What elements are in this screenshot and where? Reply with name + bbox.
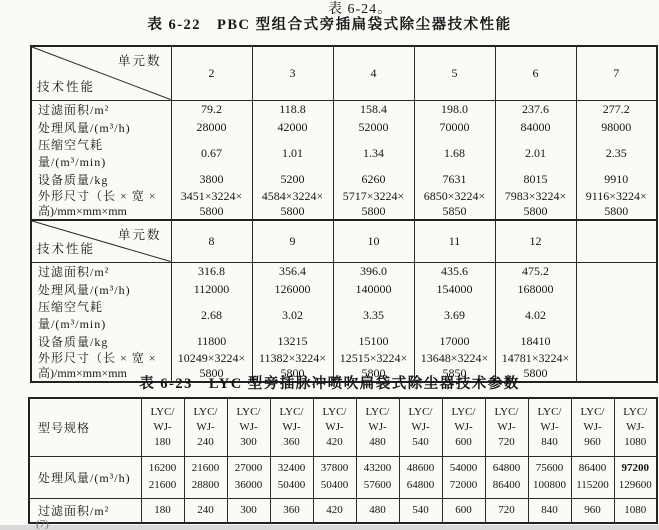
model-line2: WJ-: [497, 420, 516, 433]
row-label: 处理风量/(m³/h): [29, 456, 141, 498]
value-cell: 84000: [495, 118, 576, 136]
airflow-max: 100800: [533, 479, 566, 491]
model-number: 480: [369, 435, 386, 448]
value-cell: [576, 280, 657, 298]
model-number: 720: [498, 435, 515, 448]
value-cell: 316.8: [171, 262, 252, 280]
filter-area-cell: 960: [571, 498, 614, 523]
dims-label-line1: 外形尺寸（长 × 宽 ×: [38, 350, 157, 365]
value-cell: [576, 298, 657, 332]
value-cell: 79.2: [171, 100, 252, 118]
dims-line1: 11382×3224×: [258, 350, 327, 365]
model-number: 420: [326, 435, 343, 448]
model-number: 180: [154, 435, 171, 448]
filter-area-cell: 180: [141, 498, 184, 523]
top-partial-text: [328, 0, 393, 17]
unit-count-header: 8: [171, 220, 252, 262]
value-cell: 11800: [171, 332, 252, 350]
row-label: 过滤面积/m²: [29, 498, 141, 523]
unit-count-header: 2: [171, 46, 252, 100]
airflow-max: 72000: [449, 479, 478, 491]
model-line2: WJ-: [454, 420, 473, 433]
airflow-cell: [399, 456, 442, 498]
value-cell: 13215: [252, 332, 333, 350]
model-line1: LYC/: [365, 405, 390, 418]
value-cell: 168000: [495, 280, 576, 298]
value-cell: 9910: [576, 170, 657, 188]
value-cell: 3.35: [333, 298, 414, 332]
table-row: [31, 118, 657, 136]
model-number: 960: [584, 435, 601, 448]
corner-label-units: 单元数: [117, 228, 162, 242]
row-label: 压缩空气耗量/(m³/min): [31, 298, 171, 332]
table-row: [31, 46, 657, 100]
value-cell: 98000: [576, 118, 657, 136]
unit-count-header: 4: [333, 46, 414, 100]
table1-corner-cell-2: [31, 220, 171, 262]
unit-count-header: 6: [495, 46, 576, 100]
filter-area-cell: 1080: [614, 498, 657, 523]
model-number: 840: [541, 435, 558, 448]
filter-area-cell: 840: [528, 498, 571, 523]
airflow-cell: [184, 456, 227, 498]
corner-label-performance: 技术性能: [37, 241, 96, 256]
dims-line2: 5800: [280, 203, 305, 218]
value-cell: [576, 262, 657, 280]
value-cell: 3.02: [252, 298, 333, 332]
unit-count-header: 5: [414, 46, 495, 100]
model-line2: WJ-: [282, 420, 301, 433]
unit-count-header: 11: [414, 220, 495, 262]
model-number: 300: [240, 435, 257, 448]
airflow-max: 115200: [576, 479, 609, 491]
value-cell: 237.6: [495, 100, 576, 118]
value-cell: 475.2: [495, 262, 576, 280]
dims-cell: [333, 188, 414, 220]
airflow-max: 64800: [406, 479, 435, 491]
airflow-min: 97200: [621, 462, 649, 474]
airflow-min: 21600: [191, 462, 220, 474]
filter-area-cell: 480: [356, 498, 399, 523]
value-cell: 118.8: [252, 100, 333, 118]
model-number: 1080: [624, 435, 647, 448]
model-header-cell: [571, 398, 614, 456]
filter-area-cell: 240: [184, 498, 227, 523]
model-line1: LYC/: [279, 405, 304, 418]
value-cell: [576, 332, 657, 350]
dims-line1: 10249×3224×: [177, 350, 246, 365]
dims-line2: 5800: [199, 365, 224, 380]
table-row: [31, 220, 657, 262]
table-row: [31, 332, 657, 350]
dims-line2: 5800: [199, 203, 224, 218]
value-cell: 15100: [333, 332, 414, 350]
value-cell: 8015: [495, 170, 576, 188]
table2-title: 表 6-23 LYC 型旁插脉冲喷吹扁袋式除尘器技术参数: [139, 376, 520, 392]
airflow-cell: [356, 456, 399, 498]
value-cell: 3800: [171, 170, 252, 188]
dims-line1: 4584×3224×: [261, 188, 324, 203]
dims-line1: 9116×3224×: [585, 188, 647, 203]
table-row: [29, 398, 657, 456]
model-spec-label: 型号规格: [29, 398, 141, 456]
table-row: [29, 498, 657, 523]
table-row: [31, 280, 657, 298]
unit-count-header: 12: [495, 220, 576, 262]
value-cell: 198.0: [414, 100, 495, 118]
dims-line1: 5717×3224×: [342, 188, 405, 203]
row-label: 过滤面积/m²: [31, 100, 171, 118]
model-line2: WJ-: [325, 420, 344, 433]
table-row: [31, 136, 657, 170]
filter-area-cell: 360: [270, 498, 313, 523]
row-label: 设备质量/kg: [31, 332, 171, 350]
value-cell: 126000: [252, 280, 333, 298]
value-cell: 28000: [171, 118, 252, 136]
model-line1: LYC/: [580, 405, 605, 418]
model-header-cell: [356, 398, 399, 456]
value-cell: 1.68: [414, 136, 495, 170]
table-row: [31, 100, 657, 118]
filter-area-cell: 300: [227, 498, 270, 523]
model-number: 600: [455, 435, 472, 448]
dims-label-line1: 外形尺寸（长 × 宽 ×: [38, 188, 157, 203]
row-label: 处理风量/(m³/h): [31, 280, 171, 298]
table1-title: 表 6-22 PBC 型组合式旁插扁袋式除尘器技术性能: [147, 17, 512, 33]
model-line1: LYC/: [236, 405, 261, 418]
airflow-cell: [528, 456, 571, 498]
model-header-cell: [184, 398, 227, 456]
airflow-cell: [571, 456, 614, 498]
top-partial-text-label: 表 6-24。: [328, 2, 393, 17]
dims-line1: 6850×3224×: [423, 188, 486, 203]
airflow-min: 86400: [578, 462, 607, 474]
dims-line1: 7983×3224×: [504, 188, 567, 203]
model-line2: WJ-: [626, 420, 645, 433]
unit-count-header: 9: [252, 220, 333, 262]
model-header-cell: [399, 398, 442, 456]
airflow-max: 129600: [618, 479, 652, 491]
model-line2: WJ-: [196, 420, 215, 433]
airflow-cell: [227, 456, 270, 498]
model-line2: WJ-: [540, 420, 559, 433]
model-line1: LYC/: [537, 405, 562, 418]
row-label: 处理风量/(m³/h): [31, 118, 171, 136]
airflow-min: 27000: [234, 462, 263, 474]
airflow-cell: [485, 456, 528, 498]
airflow-cell: [270, 456, 313, 498]
airflow-max: 50400: [320, 479, 349, 491]
airflow-cell: [313, 456, 356, 498]
dims-line2: 5800: [523, 365, 548, 380]
value-cell: 52000: [333, 118, 414, 136]
value-cell: 277.2: [576, 100, 657, 118]
value-cell: 356.4: [252, 262, 333, 280]
value-cell: 3.69: [414, 298, 495, 332]
airflow-max: 50400: [277, 479, 306, 491]
value-cell: 1.01: [252, 136, 333, 170]
table1-corner-cell-1: [31, 46, 171, 100]
filter-area-cell: 720: [485, 498, 528, 523]
value-cell: 5200: [252, 170, 333, 188]
table2-lyc-params: [28, 397, 658, 524]
value-cell: 154000: [414, 280, 495, 298]
model-header-cell: [141, 398, 184, 456]
row-label: 压缩空气耗量/(m³/min): [31, 136, 171, 170]
model-line2: WJ-: [411, 420, 430, 433]
airflow-min: 54000: [449, 462, 478, 474]
value-cell: 158.4: [333, 100, 414, 118]
model-header-cell: [442, 398, 485, 456]
table-row: [31, 262, 657, 280]
model-line2: WJ-: [153, 420, 172, 433]
row-label: 过滤面积/m²: [31, 262, 171, 280]
dims-line2: 5800: [361, 203, 386, 218]
table-row: [31, 188, 657, 220]
airflow-cell: [141, 456, 184, 498]
airflow-max: 21600: [148, 479, 177, 491]
unit-count-header: [576, 220, 657, 262]
table-row: [31, 170, 657, 188]
dims-line1: 12515×3224×: [339, 350, 408, 365]
airflow-cell: [614, 456, 657, 498]
airflow-max: 86400: [492, 479, 521, 491]
model-line1: LYC/: [150, 405, 175, 418]
model-line1: LYC/: [494, 405, 519, 418]
model-line1: LYC/: [451, 405, 476, 418]
corner-label-performance: 技术性能: [37, 79, 96, 94]
value-cell: 140000: [333, 280, 414, 298]
value-cell: 435.6: [414, 262, 495, 280]
airflow-max: 28800: [191, 479, 220, 491]
dims-label-line2: 高)/mm×mm×mm: [38, 365, 127, 380]
value-cell: 396.0: [333, 262, 414, 280]
bottom-partial-text: (7): [36, 518, 49, 530]
value-cell: 1.34: [333, 136, 414, 170]
airflow-min: 48600: [406, 462, 435, 474]
dims-cell: [414, 188, 495, 220]
filter-area-cell: 420: [313, 498, 356, 523]
model-header-cell: [528, 398, 571, 456]
value-cell: 2.01: [495, 136, 576, 170]
dims-line2: 5800: [604, 203, 629, 218]
model-number: 240: [197, 435, 214, 448]
dims-line2: 5800: [523, 203, 548, 218]
model-number: 360: [283, 435, 300, 448]
table-row: [29, 456, 657, 498]
dims-line2: 5800: [280, 365, 305, 380]
dims-cell: [171, 188, 252, 220]
airflow-max: 57600: [363, 479, 392, 491]
model-line2: WJ-: [368, 420, 387, 433]
dims-line2: 5800: [361, 365, 386, 380]
model-number: 540: [412, 435, 429, 448]
model-line1: LYC/: [322, 405, 347, 418]
dims-cell: [495, 188, 576, 220]
dims-cell: [576, 188, 657, 220]
airflow-min: 75600: [535, 462, 564, 474]
row-label: [31, 188, 171, 220]
value-cell: 7631: [414, 170, 495, 188]
value-cell: 4.02: [495, 298, 576, 332]
model-header-cell: [227, 398, 270, 456]
airflow-cell: [442, 456, 485, 498]
airflow-min: 32400: [277, 462, 306, 474]
value-cell: 17000: [414, 332, 495, 350]
model-header-cell: [485, 398, 528, 456]
dims-line1: 13648×3224×: [420, 350, 489, 365]
airflow-min: 16200: [148, 462, 177, 474]
filter-area-cell: 540: [399, 498, 442, 523]
dims-line1: 14781×3224×: [501, 350, 570, 365]
value-cell: 18410: [495, 332, 576, 350]
row-label: 设备质量/kg: [31, 170, 171, 188]
model-line1: LYC/: [623, 405, 648, 418]
airflow-max: 36000: [234, 479, 263, 491]
model-line2: WJ-: [583, 420, 602, 433]
model-header-cell: [313, 398, 356, 456]
dims-label-line2: 高)/mm×mm×mm: [38, 203, 127, 218]
table1-pbc-specs: [30, 45, 658, 383]
filter-area-cell: 600: [442, 498, 485, 523]
dims-line2: 5850: [442, 203, 467, 218]
model-header-cell: [614, 398, 657, 456]
airflow-min: 43200: [363, 462, 392, 474]
value-cell: 6260: [333, 170, 414, 188]
value-cell: 2.68: [171, 298, 252, 332]
model-header-cell: [270, 398, 313, 456]
dims-cell: [252, 188, 333, 220]
table-row: [31, 298, 657, 332]
dims-line1: 3451×3224×: [180, 188, 243, 203]
unit-count-header: 7: [576, 46, 657, 100]
airflow-min: 64800: [492, 462, 521, 474]
value-cell: 0.67: [171, 136, 252, 170]
model-line2: WJ-: [239, 420, 258, 433]
unit-count-header: 10: [333, 220, 414, 262]
unit-count-header: 3: [252, 46, 333, 100]
value-cell: 70000: [414, 118, 495, 136]
model-line1: LYC/: [408, 405, 433, 418]
dims-line2: 5850: [442, 365, 467, 380]
corner-label-units: 单元数: [117, 54, 162, 68]
airflow-min: 37800: [320, 462, 349, 474]
value-cell: 112000: [171, 280, 252, 298]
value-cell: 42000: [252, 118, 333, 136]
model-line1: LYC/: [193, 405, 218, 418]
value-cell: 2.35: [576, 136, 657, 170]
